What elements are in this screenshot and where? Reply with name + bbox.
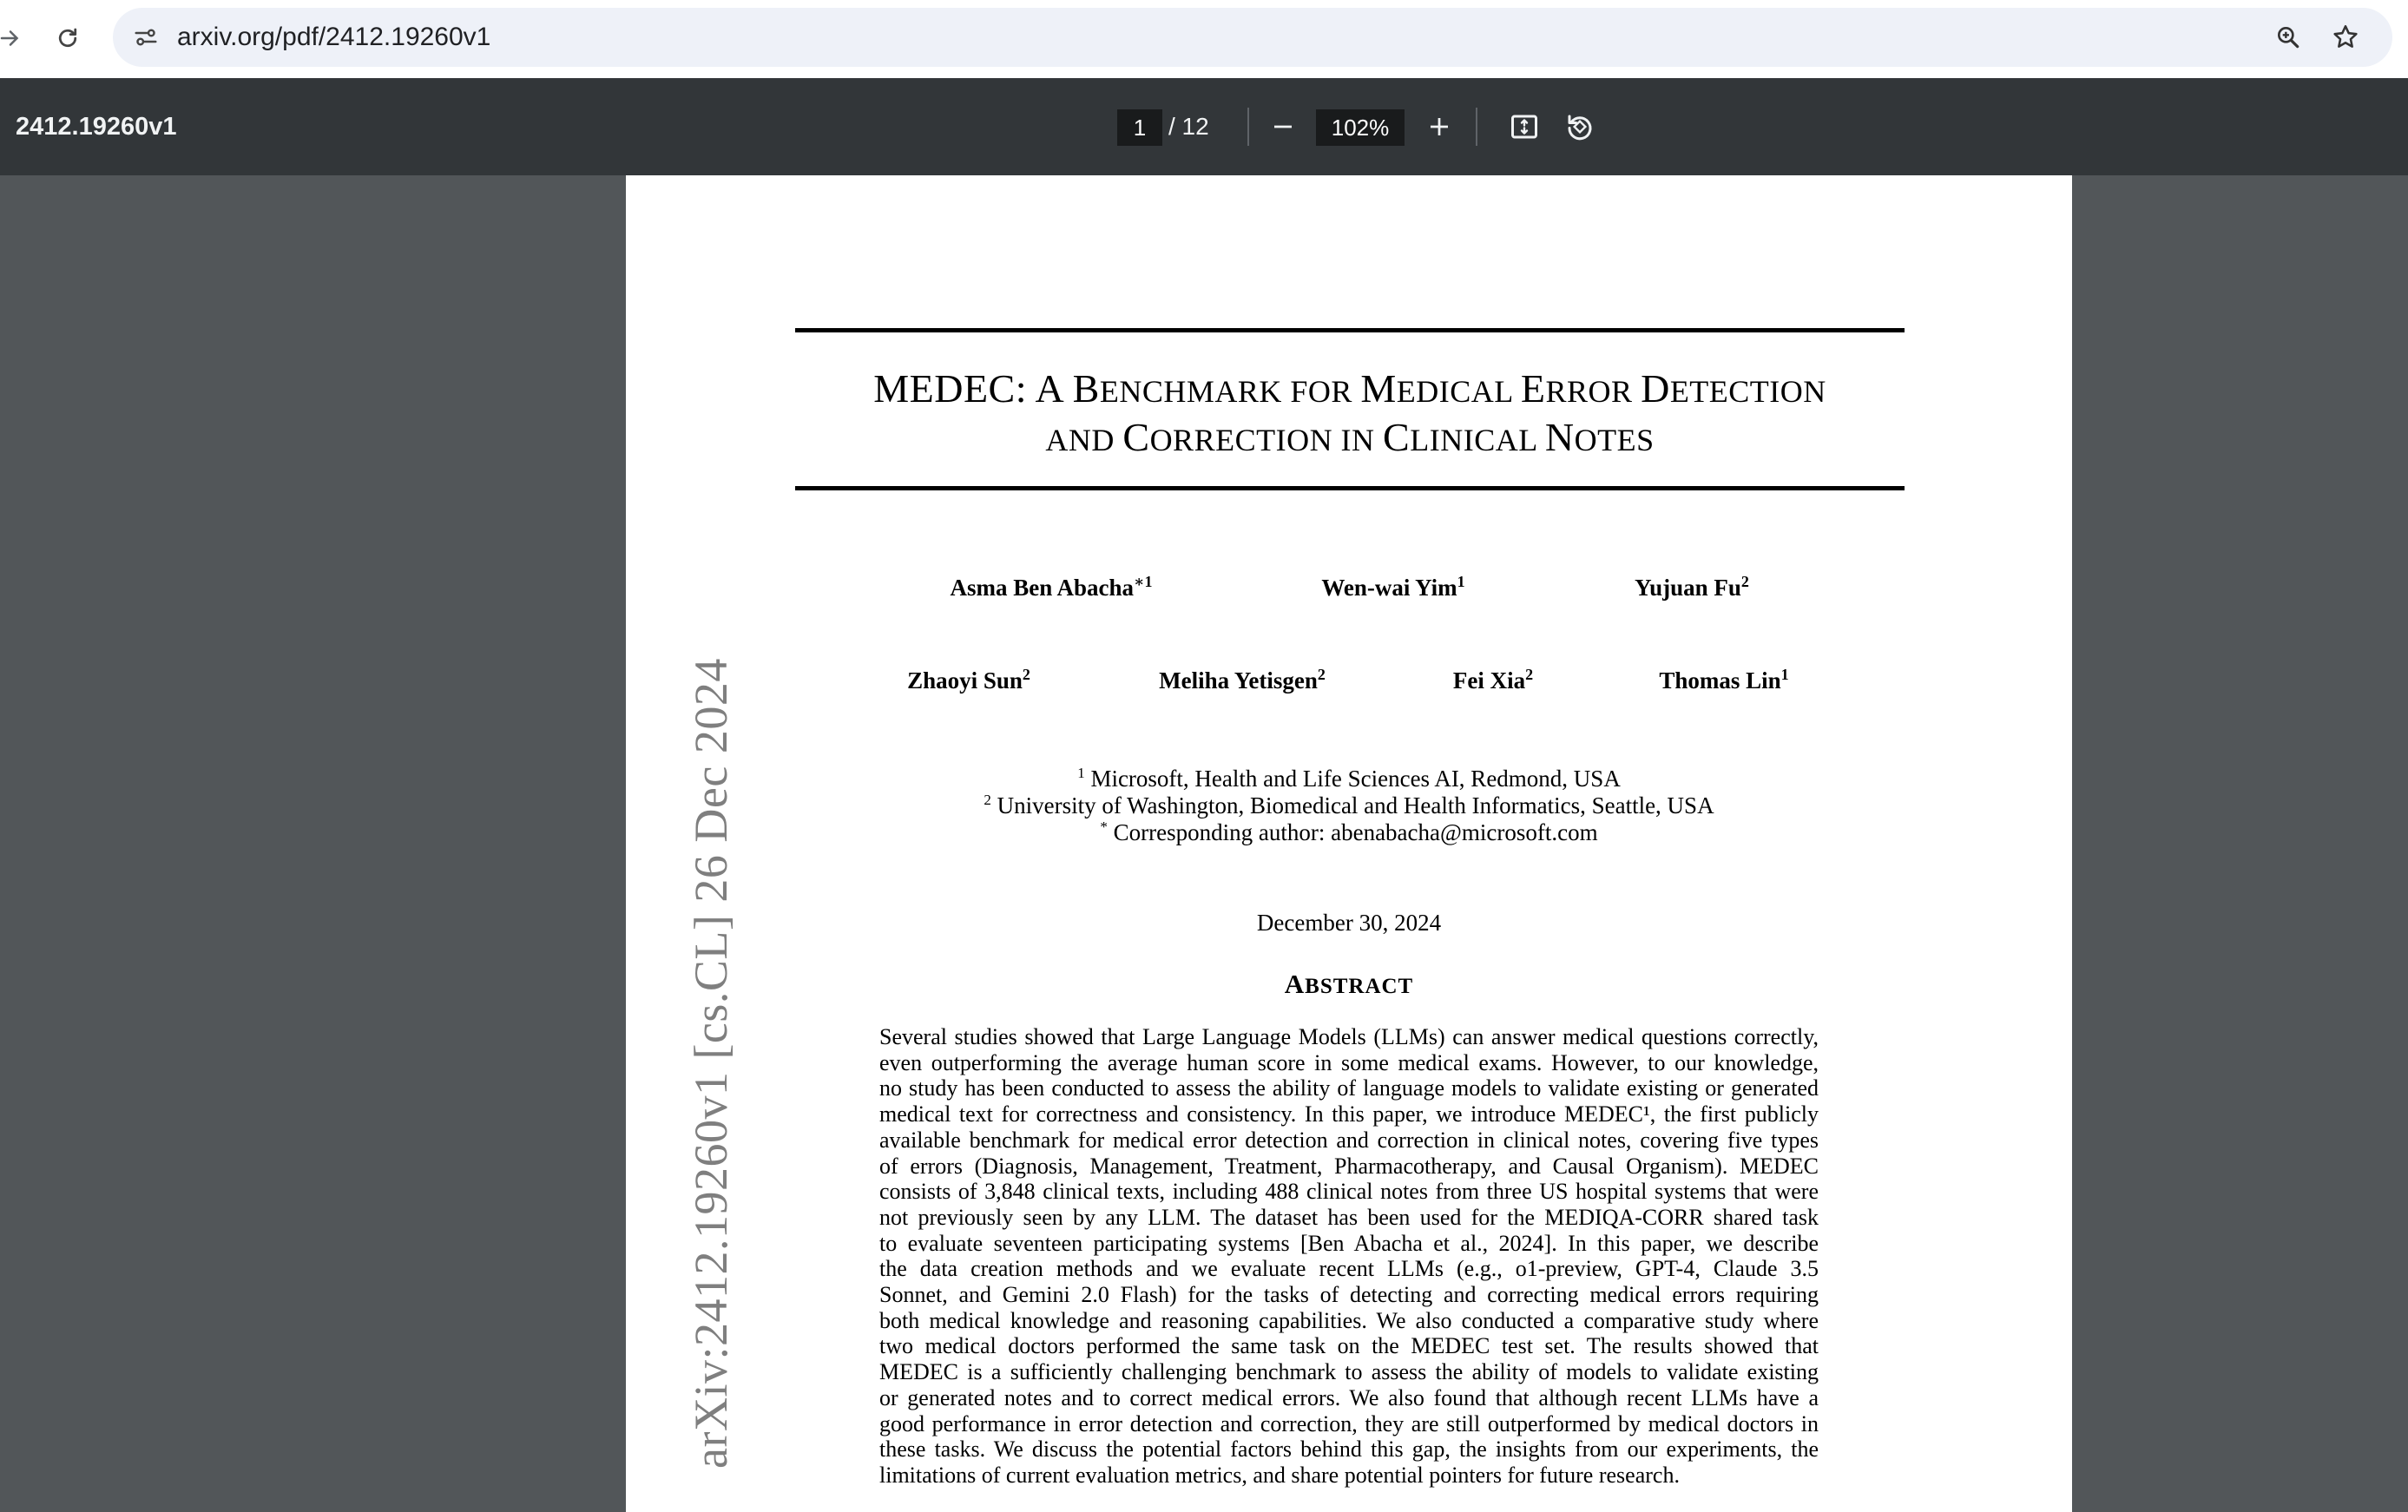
abstract-line: available benchmark for medical error detection and correction in clinical notes, covering five types [879, 1127, 1819, 1153]
abstract-line: medical text for correctness and consistency. In this paper, we introduce MEDEC¹, the first publicly [879, 1101, 1819, 1127]
abstract-line: MEDEC is a sufficiently challenging benchmark to assess the ability of models to validate existing [879, 1359, 1819, 1385]
toolbar-divider [1247, 108, 1249, 146]
affiliation-text: Corresponding author: abenabacha@microsoft.com [1107, 819, 1598, 845]
paper-date: December 30, 2024 [1256, 910, 1442, 936]
document-title: 2412.19260v1 [16, 113, 177, 141]
author-name: Fei Xia [1452, 667, 1526, 694]
address-bar[interactable] [113, 8, 2392, 67]
zoom-in-button[interactable] [1417, 104, 1462, 149]
abstract-heading-rest: BSTRACT [1305, 975, 1414, 998]
author [1453, 666, 1533, 694]
title-segment: E [1520, 366, 1546, 411]
abstract-line: both medical knowledge and reasoning capabilities. We also conducted a comparative study where [879, 1307, 1819, 1333]
abstract-line: or generated notes and to correct medical errors. We also found that although recent LLMs have a [879, 1384, 1819, 1410]
affiliation-text: University of Washington, Biomedical and Health Informatics, Seattle, USA [990, 792, 1714, 818]
abstract-line: the data creation methods and we evaluate recent LLMs (e.g., o1-preview, GPT-4, Claude 3.5 [879, 1256, 1819, 1282]
paper-title-line-1 [795, 365, 1905, 416]
title-segment: AND [1045, 423, 1123, 457]
title-segment: OTES [1574, 423, 1655, 457]
pdf-toolbar [0, 78, 2408, 175]
paper-title-line-2 [795, 413, 1905, 464]
title-segment: LINICAL [1410, 423, 1545, 457]
author-affiliation-marker: 2 [1317, 666, 1326, 683]
abstract-heading [626, 969, 2072, 1000]
author-affiliation-marker: ∗1 [1134, 573, 1153, 590]
title-segment: EDICAL [1396, 374, 1521, 409]
author-name: Thomas Lin [1659, 667, 1781, 694]
author [1321, 573, 1464, 602]
abstract-line: limitations of current evaluation metrics, and share potential pointers for future research. [879, 1462, 1680, 1488]
zoom-level-input[interactable] [1316, 109, 1405, 146]
abstract-line: Sonnet, and Gemini 2.0 Flash) for the tasks of detecting and correcting medical errors requiring [879, 1282, 1819, 1308]
abstract-line: Several studies showed that Large Language Models (LLMs) can answer medical questions correctly, [879, 1024, 1819, 1049]
title-segment: C [1383, 415, 1411, 459]
author-name: Yujuan Fu [1635, 575, 1741, 601]
author [951, 573, 1153, 602]
author-affiliation-marker: 2 [1740, 573, 1749, 590]
zoom-magnifier-icon[interactable] [2267, 16, 2309, 58]
title-rule-bottom [795, 486, 1905, 490]
author [1635, 573, 1749, 602]
pdf-page [626, 175, 2072, 1512]
title-segment: D [1641, 366, 1670, 411]
title-segment: MEDEC: A B [873, 366, 1100, 411]
author-affiliation-marker: 2 [1525, 666, 1534, 683]
affiliation-marker: 1 [1077, 765, 1085, 781]
title-segment: C [1122, 415, 1150, 459]
title-segment: RROR [1545, 374, 1642, 409]
site-info-icon[interactable] [125, 16, 167, 58]
page-number-input[interactable] [1117, 109, 1162, 146]
title-segment: N [1544, 415, 1575, 459]
affiliation-line [626, 813, 2072, 846]
affiliation-marker: 2 [984, 792, 991, 808]
abstract-line: to evaluate seventeen participating systems [Ben Abacha et al., 2024]. In this paper, we describe [879, 1230, 1819, 1256]
abstract-body [879, 1024, 1819, 1489]
author-name: Meliha Yetisgen [1159, 667, 1318, 694]
arxiv-stamp: arXiv:2412.19260v1 [cs.CL] 26 Dec 2024 [685, 658, 737, 1469]
plus-icon [1426, 114, 1452, 140]
author-name: Wen-wai Yim [1321, 575, 1457, 601]
abstract-line: these tasks. We discuss the potential factors behind this gap, the insights from our experiments, the [879, 1436, 1819, 1463]
minus-icon [1270, 114, 1296, 140]
browser-chrome [0, 0, 2408, 78]
author-name: Asma Ben Abacha [950, 575, 1135, 601]
abstract-line: no study has been conducted to assess the ability of language models to validate existing or generated [879, 1075, 1819, 1101]
title-rule-top [795, 328, 1905, 332]
rotate-button[interactable] [1557, 104, 1602, 149]
abstract-heading-initial: A [1284, 969, 1306, 999]
title-segment: ENCHMARK FOR [1099, 374, 1361, 409]
reload-icon[interactable] [45, 16, 90, 61]
abstract-line: consists of 3,848 clinical texts, including 488 clinical notes from three US hospital systems that were [879, 1179, 1819, 1205]
page-total: / 12 [1168, 113, 1209, 140]
bookmark-star-icon[interactable] [2325, 16, 2366, 58]
affiliation-marker: * [1100, 818, 1108, 835]
title-segment: ORRECTION IN [1149, 423, 1384, 457]
affiliation-text: Microsoft, Health and Life Sciences AI, Redmond, USA [1084, 766, 1621, 792]
fit-page-button[interactable] [1502, 104, 1547, 149]
author-affiliation-marker: 1 [1780, 666, 1789, 683]
title-segment: ETECTION [1669, 374, 1826, 409]
author-affiliation-marker: 1 [1457, 573, 1465, 590]
author-affiliation-marker: 2 [1022, 666, 1030, 683]
zoom-out-button[interactable] [1260, 104, 1306, 149]
url-text[interactable]: arxiv.org/pdf/2412.19260v1 [177, 23, 491, 51]
author [1659, 666, 1788, 694]
author [907, 666, 1030, 694]
fit-to-page-icon [1509, 111, 1540, 142]
title-segment: M [1360, 366, 1397, 411]
author [1159, 666, 1326, 694]
forward-icon[interactable] [0, 16, 33, 61]
rotate-counterclockwise-icon [1564, 111, 1595, 142]
abstract-line: of errors (Diagnosis, Management, Treatment, Pharmacotherapy, and Causal Organism). MEDEC [879, 1153, 1819, 1179]
abstract-line: even outperforming the average human score in some medical exams. However, to our knowledge, [879, 1049, 1819, 1075]
abstract-line: not previously seen by any LLM. The dataset has been used for the MEDIQA-CORR shared task [879, 1204, 1819, 1230]
author-name: Zhaoyi Sun [907, 667, 1023, 694]
abstract-line: two medical doctors performed the same task on the MEDEC test set. The results showed that [879, 1333, 1819, 1359]
toolbar-divider [1476, 108, 1477, 146]
abstract-line: good performance in error detection and correction, they are still outperformed by medical doctors in [879, 1410, 1819, 1436]
